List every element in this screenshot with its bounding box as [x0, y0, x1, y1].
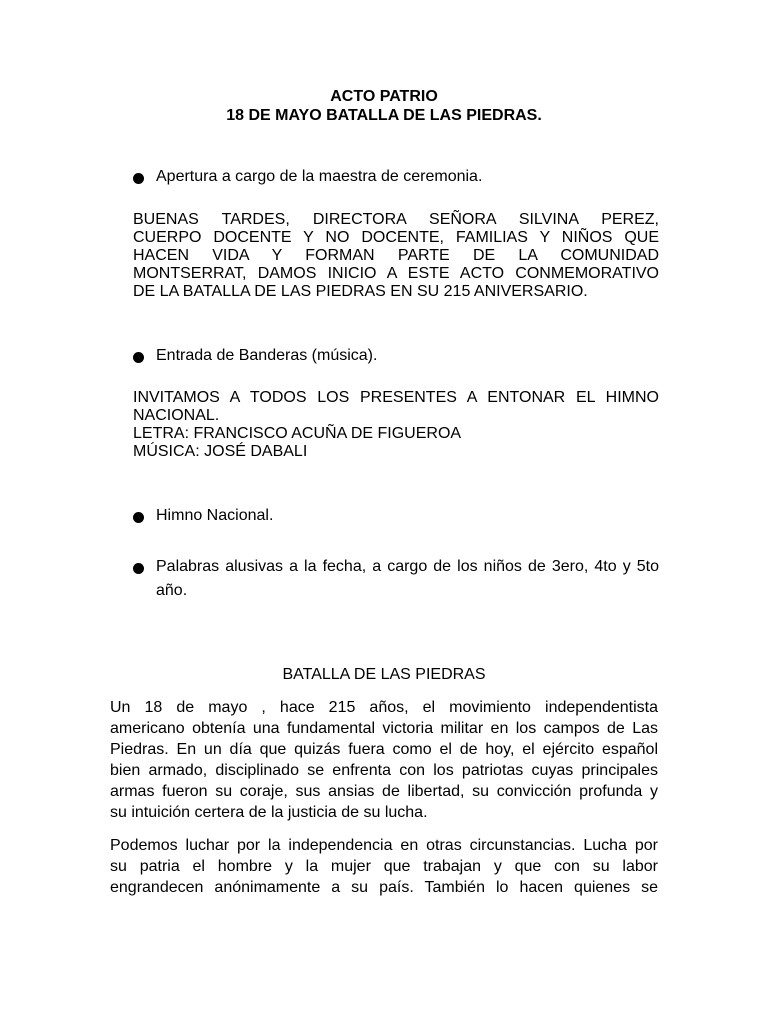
list-item-apertura [133, 165, 659, 188]
anthem-invitation [133, 389, 659, 461]
bullet-icon [133, 352, 144, 363]
title-line-1: ACTO PATRIO [330, 88, 438, 105]
list-item-text: Apertura a cargo de la maestra de ceremonia. [156, 168, 483, 185]
document-title [0, 87, 768, 125]
welcome-line: BUENAS TARDES, DIRECTORA SEÑORA SILVINA PEREZ, [133, 211, 659, 228]
list-item-text: Entrada de Banderas (música). [156, 347, 378, 364]
paragraph-line: Piedras. En un día que quizás fuera como el de hoy, el ejército español [110, 741, 658, 758]
list-item-entrada [133, 344, 659, 367]
paragraph-line: bien armado, disciplinado se enfrenta con los patriotas cuyas principales [110, 762, 658, 779]
paragraph-line: Un 18 de mayo , hace 215 años, el movimiento independentista [110, 699, 658, 716]
paragraph-line: americano obtenía una fundamental victoria militar en los campos de Las [110, 720, 658, 737]
invitation-line: NACIONAL. [133, 407, 220, 424]
list-item-himno [133, 504, 659, 527]
paragraph-line: su patria el hombre y la mujer que trabajan y que con su labor [110, 858, 658, 875]
welcome-line: CUERPO DOCENTE Y NO DOCENTE, FAMILIAS Y NIÑOS QUE [133, 229, 659, 246]
list-item-text: Himno Nacional. [156, 507, 274, 524]
paragraph-line: armas fueron su coraje, sus ansias de libertad, su convicción profunda y [110, 783, 658, 800]
body-paragraph-1 [110, 697, 658, 823]
paragraph-line: Podemos luchar por la independencia en otras circunstancias. Lucha por [110, 837, 658, 854]
list-item-palabras [133, 555, 659, 603]
invitation-line: INVITAMOS A TODOS LOS PRESENTES A ENTONAR EL HIMNO [133, 389, 659, 406]
title-line-2: 18 DE MAYO BATALLA DE LAS PIEDRAS. [226, 107, 542, 124]
anthem-music-credit: MÚSICA: JOSÉ DABALI [133, 443, 308, 460]
list-item-text: Palabras alusivas a la fecha, a cargo de los niños de 3ero, 4to y 5to año. [156, 558, 659, 599]
paragraph-line: engrandecen anónimamente a su país. También lo hacen quienes se [110, 879, 658, 896]
bullet-icon [133, 512, 144, 523]
welcome-line: HACEN VIDA Y FORMAN PARTE DE LA COMUNIDAD [133, 247, 659, 264]
welcome-line: MONTSERRAT, DAMOS INICIO A ESTE ACTO CONMEMORATIVO [133, 265, 659, 282]
welcome-line: DE LA BATALLA DE LAS PIEDRAS EN SU 215 ANIVERSARIO. [133, 283, 588, 300]
paragraph-line: su intuición certera de la justicia de su lucha. [110, 804, 428, 821]
welcome-paragraph [133, 211, 659, 301]
bullet-icon [133, 563, 144, 574]
bullet-icon [133, 173, 144, 184]
section-title: BATALLA DE LAS PIEDRAS [282, 666, 486, 683]
body-paragraph-2 [110, 835, 658, 898]
anthem-lyrics-credit: LETRA: FRANCISCO ACUÑA DE FIGUEROA [133, 425, 462, 442]
